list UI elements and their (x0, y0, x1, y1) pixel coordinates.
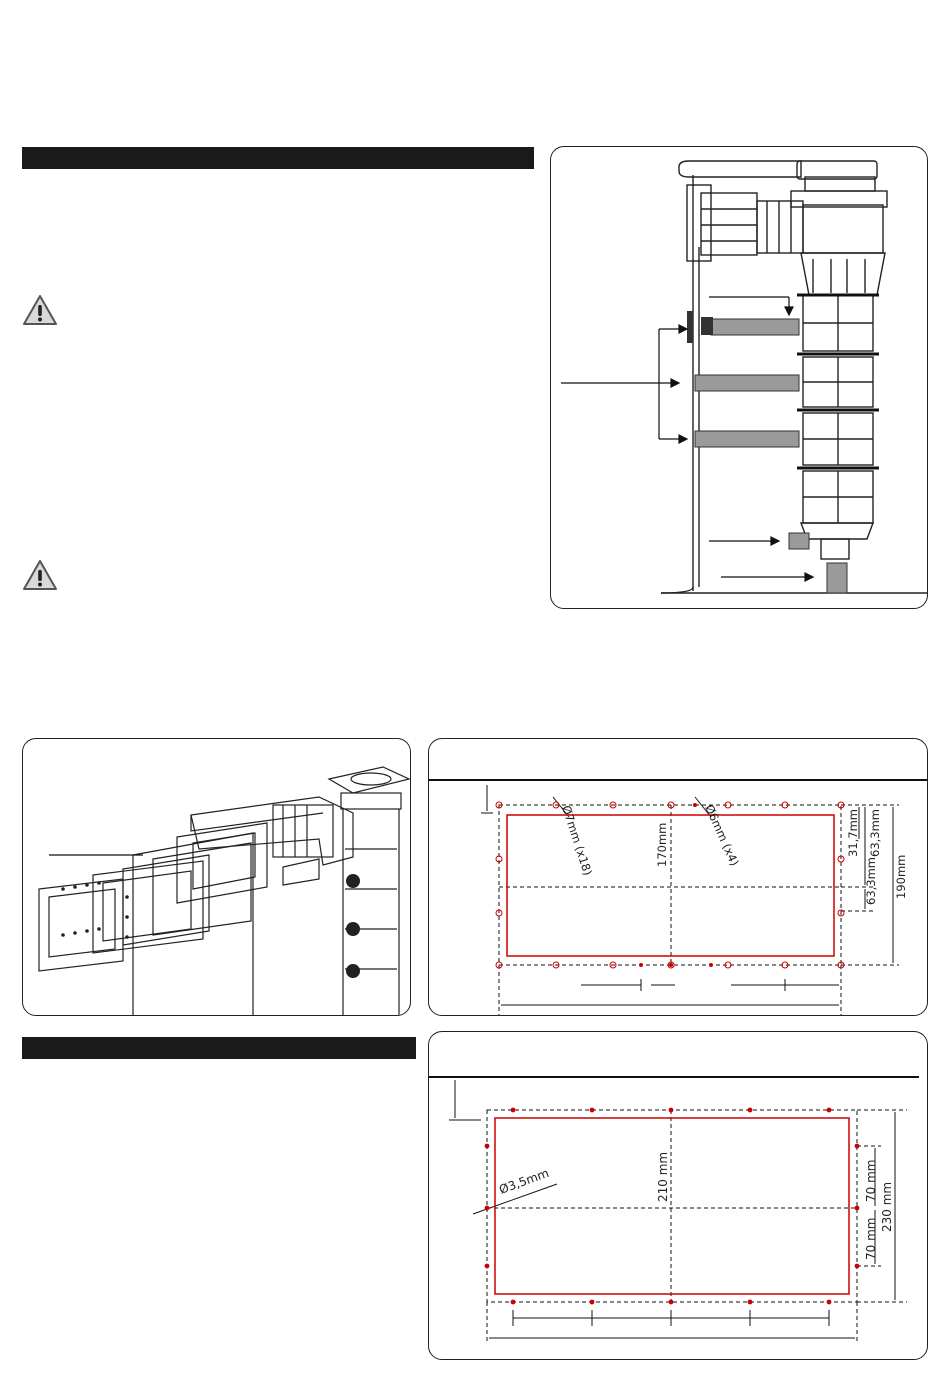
section-header-bar-1 (22, 147, 534, 169)
section-header-bar-2 (22, 1037, 416, 1059)
skimmer-section-panel (550, 146, 928, 609)
dim-holes-6mm: Ø6mm (x4) (702, 802, 742, 869)
dim-height-170: 170mm (655, 822, 669, 867)
drilling-template-1 (429, 739, 927, 1015)
warning-icon (22, 293, 58, 327)
exploded-view-panel (22, 738, 411, 1016)
warning-icon (22, 558, 58, 592)
drilling-template-2 (429, 1032, 927, 1359)
exploded-view-drawing (23, 739, 410, 1015)
dim-width-210: 210 mm (656, 1151, 670, 1202)
dim-holes-7mm: Ø7mm (x18) (559, 803, 595, 878)
drilling-template-panel-1 (428, 738, 928, 1016)
dim-63-3-b: 63,3mm (864, 856, 878, 905)
dim-70-b: 70 mm (864, 1217, 878, 1260)
dim-190: 190mm (894, 854, 908, 899)
dim-hole-3-5mm: Ø3,5mm (497, 1165, 551, 1197)
dim-63-3-a: 63,3mm (868, 808, 882, 857)
dim-70-a: 70 mm (864, 1159, 878, 1202)
skimmer-section-drawing (551, 147, 927, 608)
drilling-template-panel-2 (428, 1031, 928, 1360)
dim-230: 230 mm (880, 1181, 894, 1232)
dim-31-7: 31,7mm (846, 808, 860, 857)
